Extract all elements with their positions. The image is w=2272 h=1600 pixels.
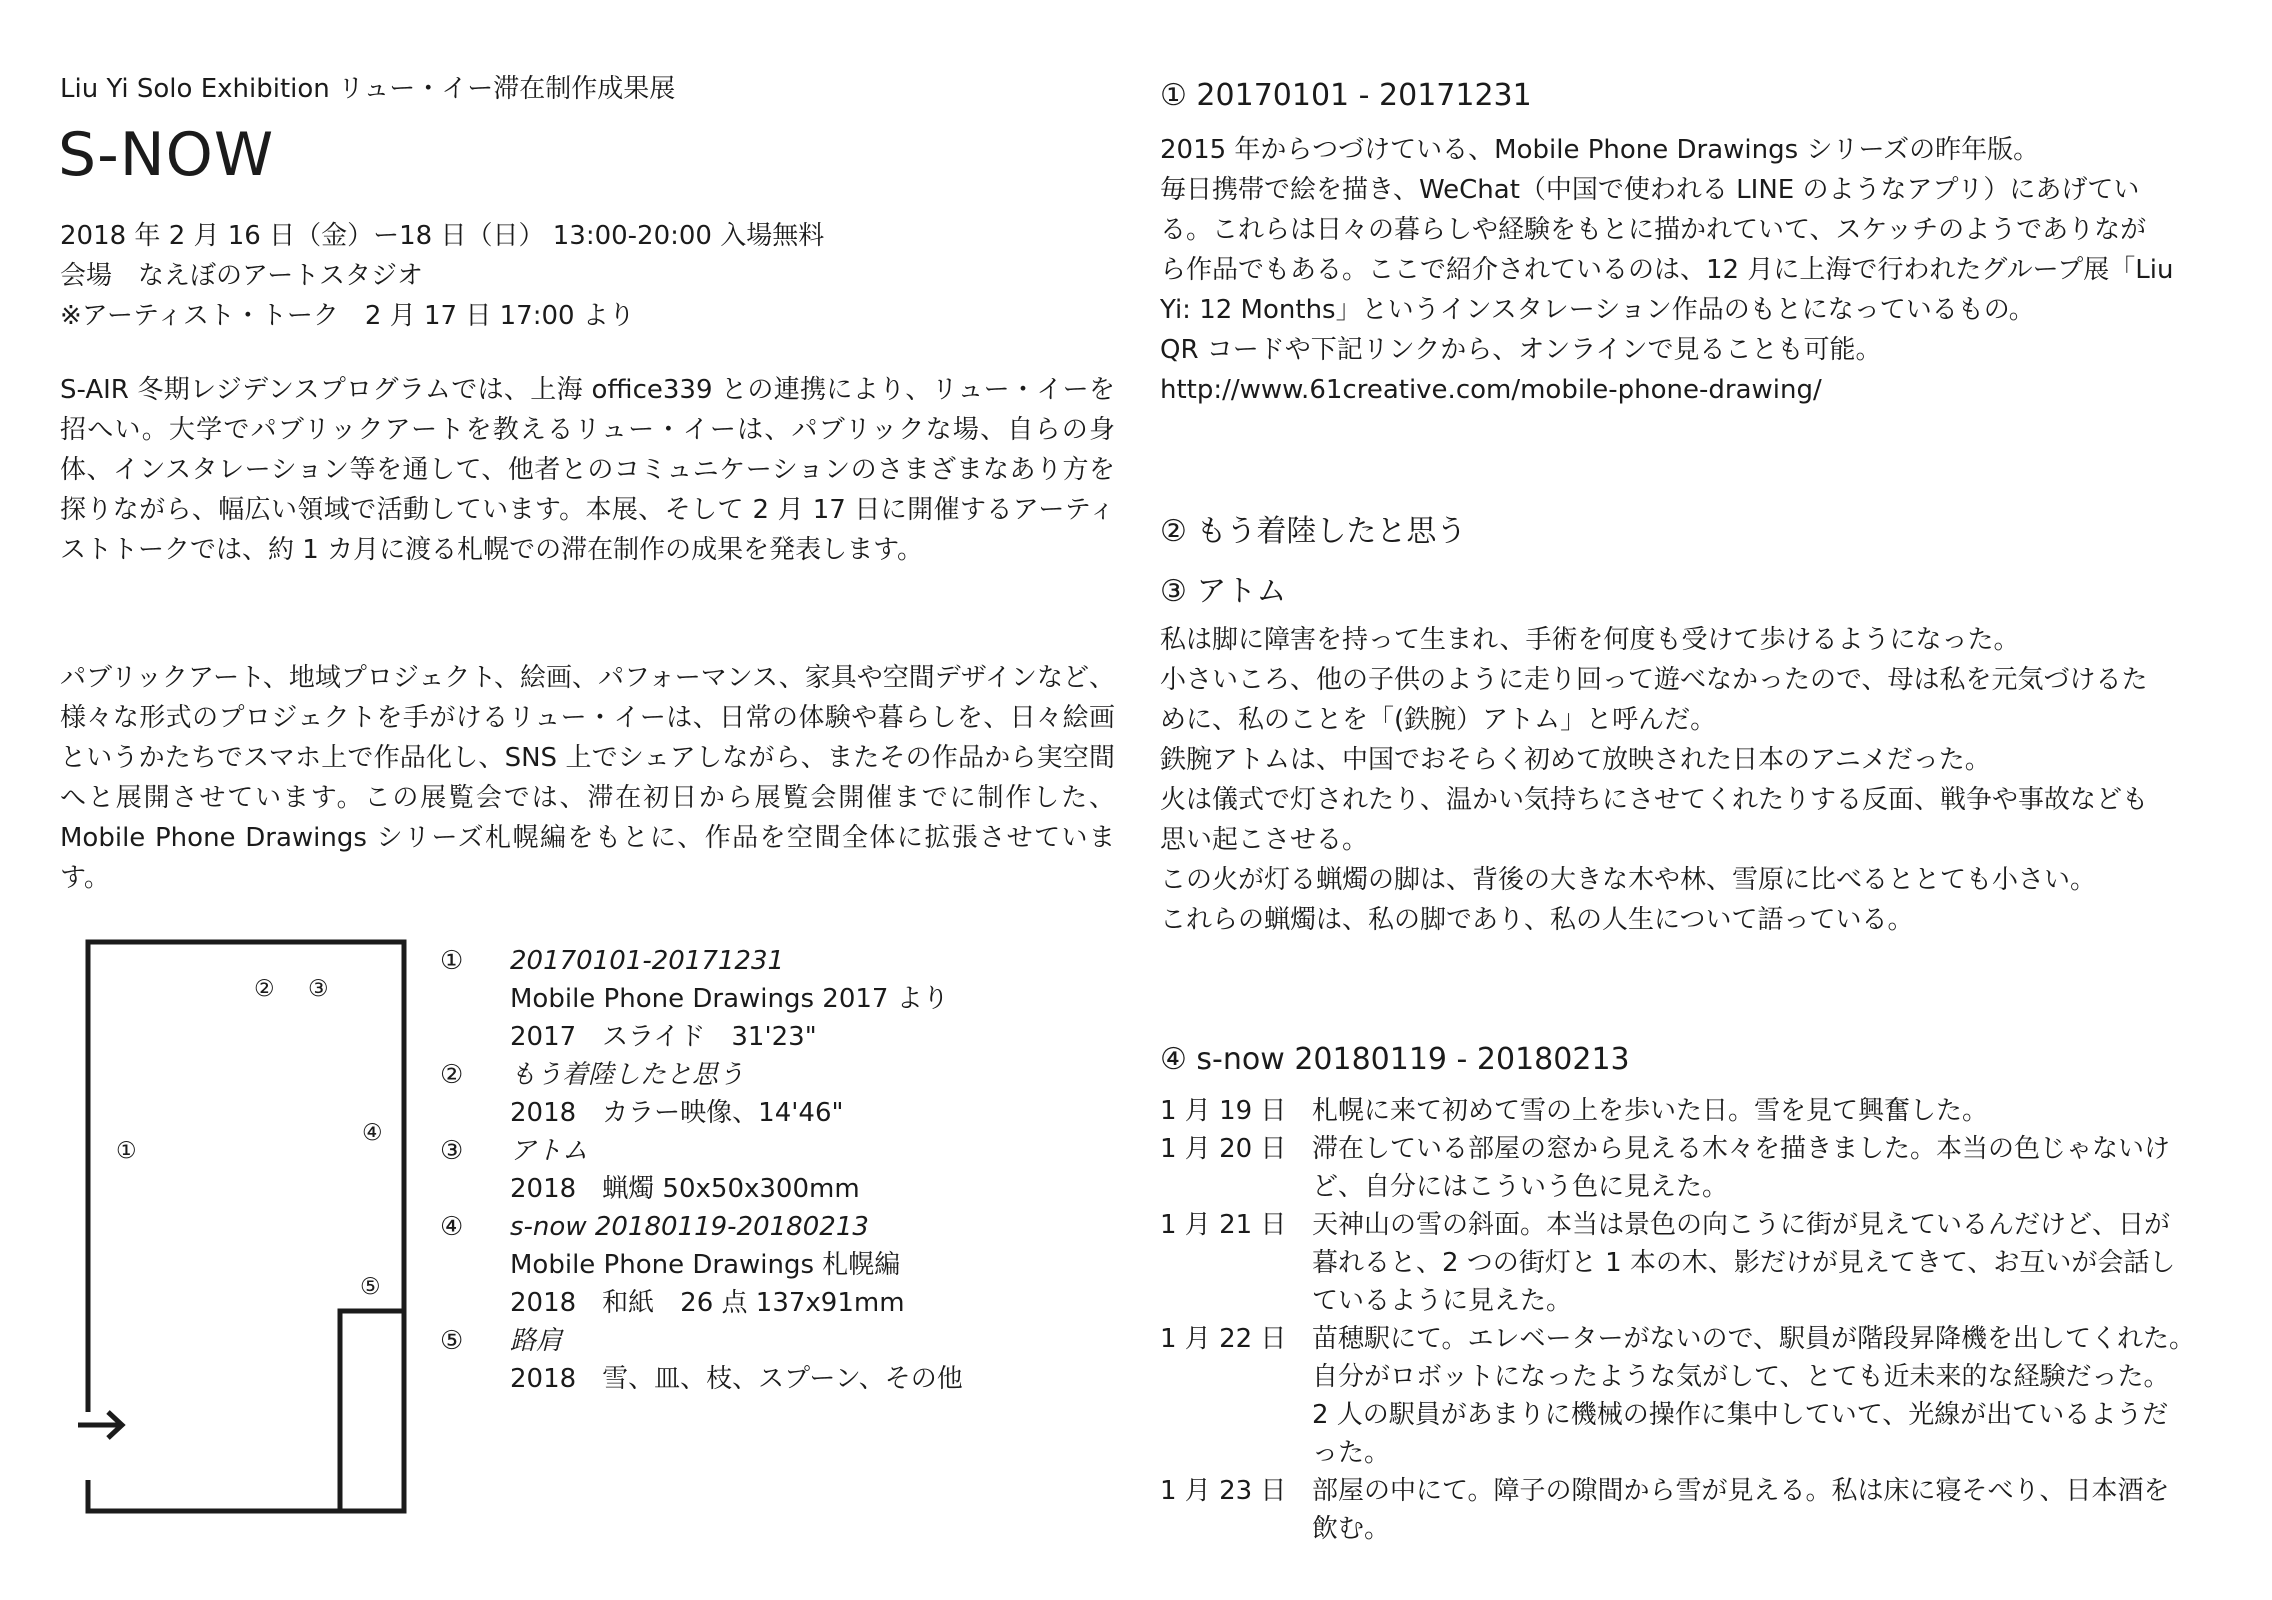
intro-paragraph-1: S-AIR 冬期レジデンスプログラムでは、上海 office339 との連携により、リュー・イーを招へい。大学でパブリックアートを教えるリュー・イーは、パブリックな場、自らの身体、インスタレーション等を通して、他者とのコミュニケーションのさまざまなあり方を探りながら、幅広い領域で活動しています。本展、そして 2 月 17 日に開催するアーティストトークでは、約 1 カ月に渡る札幌での滞在制作の成果を発表します。: [60, 375, 1115, 565]
body-line: 毎日携帯で絵を描き、WeChat（中国で使われる LINE のようなアプリ）にあげてい: [1160, 175, 2140, 205]
diary-text: った。: [1312, 1438, 1391, 1468]
diary-list: [1160, 1092, 2240, 1548]
legend-item-1-title: [440, 942, 1060, 980]
section-1-body: [1160, 130, 2220, 410]
plan-marker-2: ②: [254, 976, 275, 1002]
body-line: 火は儀式で灯されたり、温かい気持ちにさせてくれたりする反面、戦争や事故なども: [1160, 785, 2149, 815]
section-4-heading: ④ s-now 20180119 - 20180213: [1160, 1042, 1630, 1077]
diary-date: 1 月 19 日: [1160, 1096, 1287, 1126]
legend-title: 20170101-20171231: [510, 946, 785, 976]
plan-marker-3: ③: [308, 976, 329, 1002]
diary-date: 1 月 22 日: [1160, 1324, 1287, 1354]
exhibition-subtitle: Liu Yi Solo Exhibition リュー・イー滞在制作成果展: [60, 74, 676, 104]
legend-item-5-title: [440, 1322, 1060, 1360]
plan-marker-1: ①: [116, 1138, 137, 1164]
floor-plan: [78, 932, 414, 1522]
artist-talk: ※アーティスト・トーク 2 月 17 日 17:00 より: [60, 301, 635, 331]
body-line: る。これらは日々の暮らしや経験をもとに描かれていて、スケッチのようでありなが: [1160, 215, 2147, 245]
legend-item-3-title: [440, 1132, 1060, 1170]
diary-entry: [1160, 1206, 2240, 1320]
legend-number: ②: [440, 1060, 464, 1090]
section-2-heading: ② もう着陸したと思う: [1160, 514, 1467, 549]
works-legend: [440, 942, 1060, 1398]
event-date: 2018 年 2 月 16 日（金）ー18 日（日） 13:00-20:00 入場無料: [60, 221, 825, 251]
legend-title: アトム: [510, 1136, 589, 1166]
diary-text: 部屋の中にて。障子の隙間から雪が見える。私は床に寝そべり、日本酒を: [1312, 1476, 2170, 1506]
diary-text: 自分がロボットになったような気がして、とても近未来的な経験だった。: [1312, 1362, 2170, 1392]
diary-text: 札幌に来て初めて雪の上を歩いた日。雪を見て興奮した。: [1312, 1096, 1989, 1126]
legend-number: ④: [440, 1212, 464, 1242]
legend-number: ⑤: [440, 1326, 464, 1356]
legend-detail: 2018 和紙 26 点 137x91mm: [510, 1288, 905, 1318]
body-line: Yi: 12 Months」というインスタレーション作品のもとになっているもの。: [1160, 295, 2035, 325]
body-line: 鉄腕アトムは、中国でおそらく初めて放映された日本のアニメだった。: [1160, 745, 1991, 775]
legend-detail: 2018 蝋燭 50x50x300mm: [510, 1174, 860, 1204]
diary-entry: [1160, 1130, 2240, 1206]
legend-title: 路肩: [510, 1326, 563, 1356]
diary-entry: [1160, 1320, 2240, 1472]
body-line: これらの蝋燭は、私の脚であり、私の人生について語っている。: [1160, 905, 1914, 935]
legend-detail: Mobile Phone Drawings 札幌編: [510, 1250, 901, 1280]
diary-text: 2 人の駅員があまりに機械の操作に集中していて、光線が出ているようだ: [1312, 1400, 2169, 1430]
section-1-heading: ① 20170101 - 20171231: [1160, 78, 1532, 113]
body-line: ら作品でもある。ここで紹介されているのは、12 月に上海で行われたグループ展「Liu: [1160, 255, 2174, 285]
legend-detail: Mobile Phone Drawings 2017 より: [510, 984, 949, 1014]
body-line: 2015 年からつづけている、Mobile Phone Drawings シリーズの昨年版。: [1160, 135, 2040, 165]
body-line: 私は脚に障害を持って生まれ、手術を何度も受けて歩けるようになった。: [1160, 625, 2020, 655]
plan-marker-4: ④: [362, 1120, 383, 1146]
body-line: この火が灯る蝋燭の脚は、背後の大きな木や林、雪原に比べるととても小さい。: [1160, 865, 2097, 895]
diary-text: 苗穂駅にて。エレベーターがないので、駅員が階段昇降機を出してくれた。: [1312, 1324, 2195, 1354]
diary-text: ているように見えた。: [1312, 1286, 1573, 1316]
legend-item-4-title: [440, 1208, 1060, 1246]
section-3-body: [1160, 620, 2220, 940]
diary-text: 飲む。: [1312, 1514, 1391, 1544]
project-link[interactable]: http://www.61creative.com/mobile-phone-drawing/: [1160, 375, 1822, 405]
event-info: [60, 216, 1120, 336]
body-line: 小さいころ、他の子供のように走り回って遊べなかったので、母は私を元気づけるた: [1160, 665, 2148, 695]
body-line: QR コードや下記リンクから、オンラインで見ることも可能。: [1160, 335, 1882, 365]
diary-date: 1 月 20 日: [1160, 1134, 1287, 1164]
event-venue: 会場 なえぼのアートスタジオ: [60, 261, 423, 291]
legend-detail: 2018 雪、皿、枝、スプーン、その他: [510, 1364, 963, 1394]
body-line: めに、私のことを「(鉄腕）アトム」と呼んだ。: [1160, 705, 1717, 735]
plan-marker-5: ⑤: [360, 1274, 381, 1300]
intro-paragraph-2: パブリックアート、地域プロジェクト、絵画、パフォーマンス、家具や空間デザインなど、様々な形式のプロジェクトを手がけるリュー・イーは、日常の体験や暮らしを、日々絵画というかたちでスマホ上で作品化し、SNS 上でシェアしながら、またその作品から実空間へと展開させています。この展覧会では、滞在初日から展覧会開催までに制作した、Mobile Phone Drawings シリーズ札幌編をもとに、作品を空間全体に拡張させています。: [60, 663, 1115, 893]
legend-detail: 2017 スライド 31'23": [510, 1022, 817, 1052]
diary-text: 暮れると、2 つの街灯と 1 本の木、影だけが見えてきて、お互いが会話し: [1312, 1248, 2176, 1278]
legend-item-2-title: [440, 1056, 1060, 1094]
floor-plan-outline: [78, 932, 414, 1522]
diary-date: 1 月 23 日: [1160, 1476, 1287, 1506]
legend-title: もう着陸したと思う: [510, 1060, 745, 1090]
legend-title: s-now 20180119-20180213: [510, 1212, 869, 1242]
exhibition-title: S-NOW: [58, 120, 275, 190]
section-3-heading: ③ アトム: [1160, 574, 1287, 609]
diary-entry: [1160, 1472, 2240, 1548]
diary-text: 滞在している部屋の窓から見える木々を描きました。本当の色じゃないけ: [1312, 1134, 2171, 1164]
diary-text: ど、自分にはこういう色に見えた。: [1312, 1172, 1729, 1202]
body-line: 思い起こさせる。: [1160, 825, 1369, 855]
legend-detail: 2018 カラー映像、14'46": [510, 1098, 844, 1128]
diary-text: 天神山の雪の斜面。本当は景色の向こうに街が見えているんだけど、日が: [1312, 1210, 2171, 1240]
diary-date: 1 月 21 日: [1160, 1210, 1287, 1240]
legend-number: ③: [440, 1136, 464, 1166]
legend-number: ①: [440, 946, 464, 976]
diary-entry: [1160, 1092, 2240, 1130]
